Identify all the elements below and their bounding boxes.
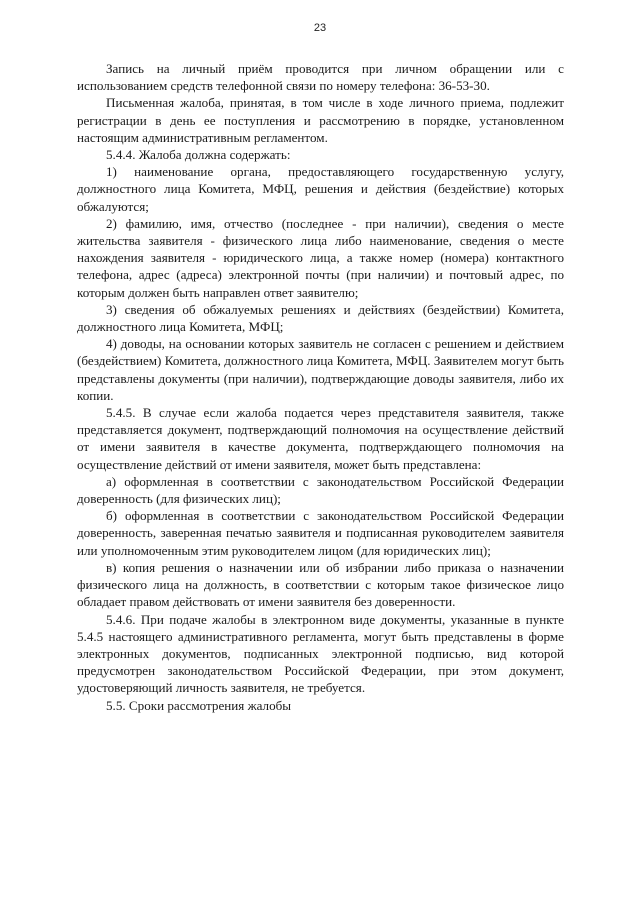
paragraph-appointment: Запись на личный приём проводится при личном обращении или с использованием средств телефонной связи по номеру телефона: 36-53-30. <box>77 61 564 94</box>
list-item-2: 2) фамилию, имя, отчество (последнее - при наличии), сведения о месте жительства заявителя - физического лица либо наименование, сведения о месте нахождения заявителя - юридического лица, а также номер (номера) контактного телефона, адрес (адреса) электронной почты (при наличии) и почтовый адрес, по которым должен быть направлен ответ заявителю; <box>77 215 564 300</box>
section-5-4-5: 5.4.5. В случае если жалоба подается через представителя заявителя, также представляется документ, подтверждающий полномочия на осуществление действий от имени заявителя в качестве документа, подтверждающего полномочия на осуществление действий от имени заявителя, может быть представлена: <box>77 405 564 472</box>
section-5-4-4-heading: 5.4.4. Жалоба должна содержать: <box>106 147 291 163</box>
section-5-5-heading: 5.5. Сроки рассмотрения жалобы <box>106 697 292 713</box>
list-item-3: 3) сведения об обжалуемых решениях и действиях (бездействии) Комитета, должностного лица Комитета, МФЦ; <box>77 301 564 335</box>
document-body <box>77 60 564 714</box>
list-item-b: б) оформленная в соответствии с законодательством Российской Федерации доверенность, заверенная печатью заявителя и подписанная руководителем заявителя или уполномоченным этим руководителем лицом (для юридических лиц); <box>77 508 564 558</box>
list-item-a: а) оформленная в соответствии с законодательством Российской Федерации доверенность (для физических лиц); <box>77 473 564 507</box>
page-number: 23 <box>313 22 327 34</box>
list-item-v: в) копия решения о назначении или об избрании либо приказа о назначении физического лица на должность, в соответствии с которым такое физическое лицо обладает правом действовать от имени заявителя без доверенности. <box>77 559 564 610</box>
list-item-4: 4) доводы, на основании которых заявитель не согласен с решением и действием (бездействием) Комитета, должностного лица Комитета, МФЦ. Заявителем могут быть представлены документы (при наличии), подтверждающие доводы заявителя, либо их копии. <box>77 336 564 403</box>
paragraph-registration: Письменная жалоба, принятая, в том числе в ходе личного приема, подлежит регистрации в день ее поступления и рассмотрению в порядке, установленном настоящим административным регламентом. <box>77 95 564 145</box>
section-5-4-6: 5.4.6. При подаче жалобы в электронном виде документы, указанные в пункте 5.4.5 настоящего административного регламента, могут быть представлены в форме электронных документов, подписанных электронной подписью, вид которой предусмотрен законодательством Российской Федерации, при этом документ, удостоверяющий личность заявителя, не требуется. <box>77 611 564 696</box>
list-item-1: 1) наименование органа, предоставляющего государственную услугу, должностного лица Комитета, МФЦ, решения и действия (бездействие) которых обжалуются; <box>77 164 564 214</box>
